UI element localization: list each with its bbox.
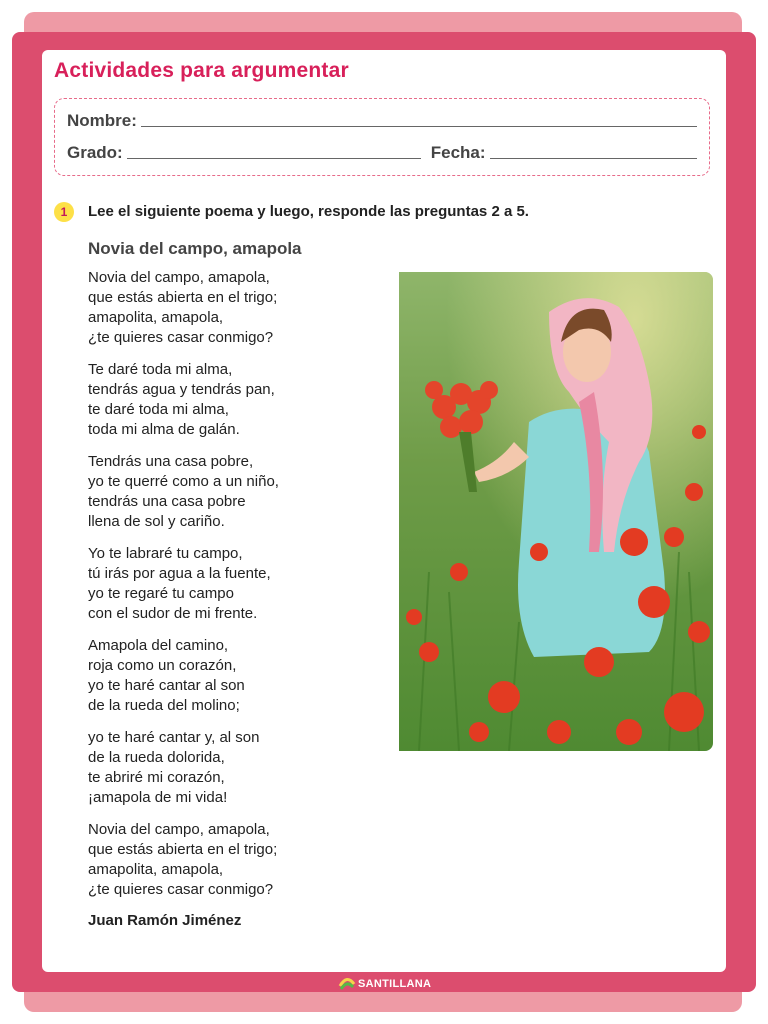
brand-name: SANTILLANA xyxy=(358,978,432,990)
name-field[interactable] xyxy=(141,112,697,127)
poem-line: llena de sol y cariño. xyxy=(88,513,225,530)
poem-line: que estás abierta en el trigo; xyxy=(88,841,278,858)
poem-line: Tendrás una casa pobre, xyxy=(88,453,254,470)
stanza xyxy=(88,268,388,348)
activity-number-badge: 1 xyxy=(54,202,74,222)
activity-instruction: Lee el siguiente poema y luego, responde las preguntas 2 a 5. xyxy=(88,203,529,220)
grade-label: Grado: xyxy=(67,143,123,162)
poem-line: ¡amapola de mi vida! xyxy=(88,789,228,806)
poem-line: tendrás una casa pobre xyxy=(88,493,246,510)
poem-line: ¿te quieres casar conmigo? xyxy=(88,881,274,898)
date-field[interactable] xyxy=(490,144,697,159)
grade-field[interactable] xyxy=(127,144,421,159)
poem-line: yo te querré como a un niño, xyxy=(88,473,279,490)
name-row xyxy=(67,111,697,131)
stanza xyxy=(88,544,388,624)
grade-date-row xyxy=(67,143,697,163)
stanza xyxy=(88,728,388,808)
worksheet xyxy=(42,50,726,972)
poem-line: tú irás por agua a la fuente, xyxy=(88,565,271,582)
stanza xyxy=(88,636,388,716)
poem-line: que estás abierta en el trigo; xyxy=(88,289,278,306)
poem-line: yo te haré cantar y, al son xyxy=(88,729,260,746)
poem-line: roja como un corazón, xyxy=(88,657,237,674)
poem-title: Novia del campo, amapola xyxy=(88,239,302,258)
poem-line: te daré toda mi alma, xyxy=(88,401,229,418)
poem-author: Juan Ramón Jiménez xyxy=(88,912,242,929)
stanza xyxy=(88,820,388,900)
poem-line: yo te regaré tu campo xyxy=(88,585,234,602)
poem-line: Te daré toda mi alma, xyxy=(88,361,233,378)
poem-line: ¿te quieres casar conmigo? xyxy=(88,329,274,346)
name-label: Nombre: xyxy=(67,111,137,130)
poem-line: te abriré mi corazón, xyxy=(88,769,225,786)
poem-body xyxy=(88,268,388,929)
poem-line: Amapola del camino, xyxy=(88,637,229,654)
page-title: Actividades para argumentar xyxy=(54,59,349,82)
santillana-logo xyxy=(338,976,431,992)
student-info-box xyxy=(54,98,710,176)
poem-line: toda mi alma de galán. xyxy=(88,421,240,438)
poem-line: Novia del campo, amapola, xyxy=(88,821,270,838)
poem-line: amapolita, amapola, xyxy=(88,309,224,326)
santillana-logo-icon xyxy=(338,976,356,992)
poem-line: tendrás agua y tendrás pan, xyxy=(88,381,275,398)
poem-line: amapolita, amapola, xyxy=(88,861,224,878)
poem-line: de la rueda dolorida, xyxy=(88,749,225,766)
poem-line: con el sudor de mi frente. xyxy=(88,605,258,622)
poem-line: yo te haré cantar al son xyxy=(88,677,245,694)
stanza xyxy=(88,360,388,440)
poem-line: Yo te labraré tu campo, xyxy=(88,545,243,562)
date-label: Fecha: xyxy=(430,143,486,162)
stanza xyxy=(88,452,388,532)
poppy-field-photo xyxy=(399,272,713,751)
poem-line: de la rueda del molino; xyxy=(88,697,240,714)
poem-line: Novia del campo, amapola, xyxy=(88,269,270,286)
